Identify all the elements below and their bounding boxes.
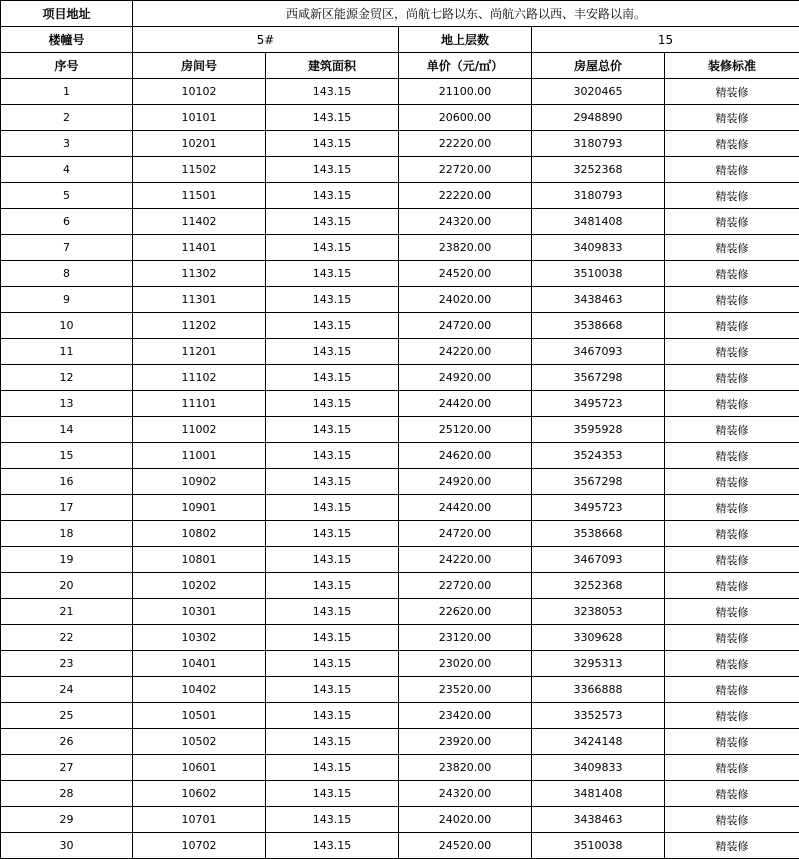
cell-room-number: 11501	[133, 183, 266, 209]
table-row	[1, 651, 799, 677]
table-row	[1, 807, 799, 833]
table-row	[1, 339, 799, 365]
address-value: 西咸新区能源金贸区，尚航七路以东、尚航六路以西、丰安路以南。	[133, 1, 799, 27]
cell-total-price: 3295313	[532, 651, 665, 677]
cell-total-price: 3180793	[532, 131, 665, 157]
cell-room-number: 10802	[133, 521, 266, 547]
cell-unit-price: 24720.00	[399, 521, 532, 547]
table-row	[1, 469, 799, 495]
cell-decoration: 精装修	[665, 573, 799, 599]
table-row	[1, 443, 799, 469]
cell-area: 143.15	[266, 625, 399, 651]
cell-area: 143.15	[266, 443, 399, 469]
cell-decoration: 精装修	[665, 807, 799, 833]
cell-total-price: 3538668	[532, 313, 665, 339]
cell-index: 15	[1, 443, 133, 469]
cell-total-price: 3238053	[532, 599, 665, 625]
cell-index: 3	[1, 131, 133, 157]
cell-total-price: 3524353	[532, 443, 665, 469]
header-index: 序号	[1, 53, 133, 79]
table-header-row	[1, 53, 799, 79]
cell-area: 143.15	[266, 183, 399, 209]
cell-index: 6	[1, 209, 133, 235]
cell-room-number: 10402	[133, 677, 266, 703]
cell-decoration: 精装修	[665, 729, 799, 755]
cell-unit-price: 20600.00	[399, 105, 532, 131]
cell-unit-price: 22720.00	[399, 157, 532, 183]
cell-index: 12	[1, 365, 133, 391]
cell-total-price: 3567298	[532, 365, 665, 391]
header-unit-price: 单价（元/㎡）	[399, 53, 532, 79]
cell-decoration: 精装修	[665, 495, 799, 521]
cell-room-number: 10601	[133, 755, 266, 781]
cell-decoration: 精装修	[665, 755, 799, 781]
cell-total-price: 3438463	[532, 807, 665, 833]
cell-area: 143.15	[266, 651, 399, 677]
cell-area: 143.15	[266, 833, 399, 859]
cell-room-number: 10502	[133, 729, 266, 755]
cell-total-price: 3538668	[532, 521, 665, 547]
cell-decoration: 精装修	[665, 521, 799, 547]
cell-index: 23	[1, 651, 133, 677]
cell-unit-price: 24020.00	[399, 807, 532, 833]
cell-unit-price: 22720.00	[399, 573, 532, 599]
cell-total-price: 3352573	[532, 703, 665, 729]
header-area: 建筑面积	[266, 53, 399, 79]
cell-area: 143.15	[266, 313, 399, 339]
cell-index: 7	[1, 235, 133, 261]
cell-decoration: 精装修	[665, 833, 799, 859]
table-row	[1, 677, 799, 703]
cell-index: 1	[1, 79, 133, 105]
table-row	[1, 703, 799, 729]
cell-index: 29	[1, 807, 133, 833]
table-row	[1, 599, 799, 625]
cell-total-price: 3438463	[532, 287, 665, 313]
table-row	[1, 521, 799, 547]
building-label: 楼幢号	[1, 27, 133, 53]
table-row	[1, 287, 799, 313]
cell-total-price: 3467093	[532, 547, 665, 573]
cell-room-number: 10501	[133, 703, 266, 729]
cell-room-number: 10901	[133, 495, 266, 521]
cell-index: 22	[1, 625, 133, 651]
cell-room-number: 10201	[133, 131, 266, 157]
cell-decoration: 精装修	[665, 547, 799, 573]
cell-total-price: 3467093	[532, 339, 665, 365]
cell-unit-price: 23420.00	[399, 703, 532, 729]
table-row	[1, 573, 799, 599]
cell-unit-price: 24520.00	[399, 261, 532, 287]
cell-area: 143.15	[266, 521, 399, 547]
cell-total-price: 3020465	[532, 79, 665, 105]
cell-unit-price: 24520.00	[399, 833, 532, 859]
cell-total-price: 3495723	[532, 495, 665, 521]
cell-decoration: 精装修	[665, 677, 799, 703]
cell-total-price: 3180793	[532, 183, 665, 209]
cell-decoration: 精装修	[665, 235, 799, 261]
cell-unit-price: 23120.00	[399, 625, 532, 651]
cell-unit-price: 23820.00	[399, 755, 532, 781]
cell-index: 11	[1, 339, 133, 365]
cell-room-number: 10102	[133, 79, 266, 105]
table-row	[1, 495, 799, 521]
cell-unit-price: 24320.00	[399, 209, 532, 235]
cell-index: 28	[1, 781, 133, 807]
address-label: 项目地址	[1, 1, 133, 27]
cell-unit-price: 24020.00	[399, 287, 532, 313]
cell-total-price: 3567298	[532, 469, 665, 495]
cell-index: 8	[1, 261, 133, 287]
building-row	[1, 27, 799, 53]
table-row	[1, 365, 799, 391]
cell-unit-price: 23820.00	[399, 235, 532, 261]
cell-decoration: 精装修	[665, 703, 799, 729]
cell-decoration: 精装修	[665, 313, 799, 339]
header-total-price: 房屋总价	[532, 53, 665, 79]
cell-room-number: 10702	[133, 833, 266, 859]
cell-index: 21	[1, 599, 133, 625]
table-row	[1, 79, 799, 105]
cell-area: 143.15	[266, 105, 399, 131]
cell-unit-price: 23020.00	[399, 651, 532, 677]
cell-area: 143.15	[266, 261, 399, 287]
table-row	[1, 729, 799, 755]
table-row	[1, 157, 799, 183]
cell-unit-price: 24220.00	[399, 339, 532, 365]
cell-decoration: 精装修	[665, 261, 799, 287]
cell-room-number: 11301	[133, 287, 266, 313]
cell-unit-price: 24420.00	[399, 495, 532, 521]
cell-index: 10	[1, 313, 133, 339]
cell-area: 143.15	[266, 469, 399, 495]
cell-area: 143.15	[266, 209, 399, 235]
building-value: 5#	[133, 27, 399, 53]
cell-unit-price: 22620.00	[399, 599, 532, 625]
cell-index: 19	[1, 547, 133, 573]
cell-room-number: 10602	[133, 781, 266, 807]
cell-room-number: 11201	[133, 339, 266, 365]
table-row	[1, 105, 799, 131]
cell-area: 143.15	[266, 339, 399, 365]
cell-area: 143.15	[266, 157, 399, 183]
cell-decoration: 精装修	[665, 443, 799, 469]
cell-room-number: 11001	[133, 443, 266, 469]
cell-index: 24	[1, 677, 133, 703]
cell-decoration: 精装修	[665, 157, 799, 183]
cell-total-price: 3366888	[532, 677, 665, 703]
table-row	[1, 183, 799, 209]
cell-area: 143.15	[266, 599, 399, 625]
table-row	[1, 547, 799, 573]
table-row	[1, 417, 799, 443]
cell-room-number: 11101	[133, 391, 266, 417]
cell-total-price: 3252368	[532, 157, 665, 183]
table-row	[1, 209, 799, 235]
cell-area: 143.15	[266, 677, 399, 703]
cell-index: 26	[1, 729, 133, 755]
cell-total-price: 3409833	[532, 755, 665, 781]
cell-index: 2	[1, 105, 133, 131]
cell-index: 25	[1, 703, 133, 729]
cell-area: 143.15	[266, 131, 399, 157]
cell-room-number: 11502	[133, 157, 266, 183]
table-row	[1, 755, 799, 781]
cell-index: 20	[1, 573, 133, 599]
cell-area: 143.15	[266, 365, 399, 391]
table-row	[1, 235, 799, 261]
table-row	[1, 391, 799, 417]
cell-room-number: 11102	[133, 365, 266, 391]
floors-label: 地上层数	[399, 27, 532, 53]
cell-decoration: 精装修	[665, 599, 799, 625]
cell-unit-price: 24720.00	[399, 313, 532, 339]
cell-unit-price: 24420.00	[399, 391, 532, 417]
cell-index: 16	[1, 469, 133, 495]
cell-index: 14	[1, 417, 133, 443]
cell-decoration: 精装修	[665, 183, 799, 209]
cell-index: 4	[1, 157, 133, 183]
cell-total-price: 3481408	[532, 781, 665, 807]
cell-decoration: 精装修	[665, 339, 799, 365]
cell-total-price: 3409833	[532, 235, 665, 261]
cell-area: 143.15	[266, 391, 399, 417]
cell-total-price: 3424148	[532, 729, 665, 755]
cell-total-price: 3481408	[532, 209, 665, 235]
cell-unit-price: 24620.00	[399, 443, 532, 469]
cell-decoration: 精装修	[665, 79, 799, 105]
cell-room-number: 11302	[133, 261, 266, 287]
cell-total-price: 3495723	[532, 391, 665, 417]
cell-index: 18	[1, 521, 133, 547]
cell-total-price: 2948890	[532, 105, 665, 131]
cell-room-number: 10902	[133, 469, 266, 495]
table-row	[1, 781, 799, 807]
cell-room-number: 11202	[133, 313, 266, 339]
table-row	[1, 261, 799, 287]
cell-decoration: 精装修	[665, 131, 799, 157]
cell-area: 143.15	[266, 755, 399, 781]
cell-unit-price: 24920.00	[399, 365, 532, 391]
cell-decoration: 精装修	[665, 625, 799, 651]
cell-index: 5	[1, 183, 133, 209]
cell-area: 143.15	[266, 703, 399, 729]
cell-area: 143.15	[266, 235, 399, 261]
cell-index: 17	[1, 495, 133, 521]
table-row	[1, 131, 799, 157]
cell-unit-price: 24920.00	[399, 469, 532, 495]
cell-unit-price: 22220.00	[399, 183, 532, 209]
cell-room-number: 10801	[133, 547, 266, 573]
cell-decoration: 精装修	[665, 651, 799, 677]
cell-index: 9	[1, 287, 133, 313]
cell-room-number: 10101	[133, 105, 266, 131]
cell-decoration: 精装修	[665, 365, 799, 391]
cell-area: 143.15	[266, 287, 399, 313]
cell-index: 30	[1, 833, 133, 859]
cell-room-number: 11401	[133, 235, 266, 261]
cell-decoration: 精装修	[665, 105, 799, 131]
cell-area: 143.15	[266, 807, 399, 833]
cell-unit-price: 24320.00	[399, 781, 532, 807]
cell-area: 143.15	[266, 495, 399, 521]
cell-area: 143.15	[266, 79, 399, 105]
cell-decoration: 精装修	[665, 391, 799, 417]
cell-room-number: 10302	[133, 625, 266, 651]
cell-room-number: 10202	[133, 573, 266, 599]
cell-index: 13	[1, 391, 133, 417]
cell-total-price: 3510038	[532, 261, 665, 287]
cell-area: 143.15	[266, 417, 399, 443]
cell-decoration: 精装修	[665, 209, 799, 235]
cell-total-price: 3309628	[532, 625, 665, 651]
cell-room-number: 11402	[133, 209, 266, 235]
cell-total-price: 3510038	[532, 833, 665, 859]
cell-room-number: 10701	[133, 807, 266, 833]
cell-decoration: 精装修	[665, 469, 799, 495]
cell-unit-price: 25120.00	[399, 417, 532, 443]
header-decoration: 装修标准	[665, 53, 799, 79]
cell-index: 27	[1, 755, 133, 781]
cell-unit-price: 23520.00	[399, 677, 532, 703]
floors-value: 15	[532, 27, 799, 53]
table-row	[1, 625, 799, 651]
cell-area: 143.15	[266, 729, 399, 755]
cell-unit-price: 21100.00	[399, 79, 532, 105]
cell-room-number: 11002	[133, 417, 266, 443]
address-row	[1, 1, 799, 27]
cell-unit-price: 23920.00	[399, 729, 532, 755]
cell-area: 143.15	[266, 547, 399, 573]
cell-area: 143.15	[266, 781, 399, 807]
header-room-number: 房间号	[133, 53, 266, 79]
cell-room-number: 10401	[133, 651, 266, 677]
cell-total-price: 3595928	[532, 417, 665, 443]
cell-decoration: 精装修	[665, 781, 799, 807]
cell-decoration: 精装修	[665, 417, 799, 443]
cell-decoration: 精装修	[665, 287, 799, 313]
table-row	[1, 833, 799, 859]
cell-total-price: 3252368	[532, 573, 665, 599]
cell-room-number: 10301	[133, 599, 266, 625]
cell-area: 143.15	[266, 573, 399, 599]
cell-unit-price: 22220.00	[399, 131, 532, 157]
table-row	[1, 313, 799, 339]
cell-unit-price: 24220.00	[399, 547, 532, 573]
